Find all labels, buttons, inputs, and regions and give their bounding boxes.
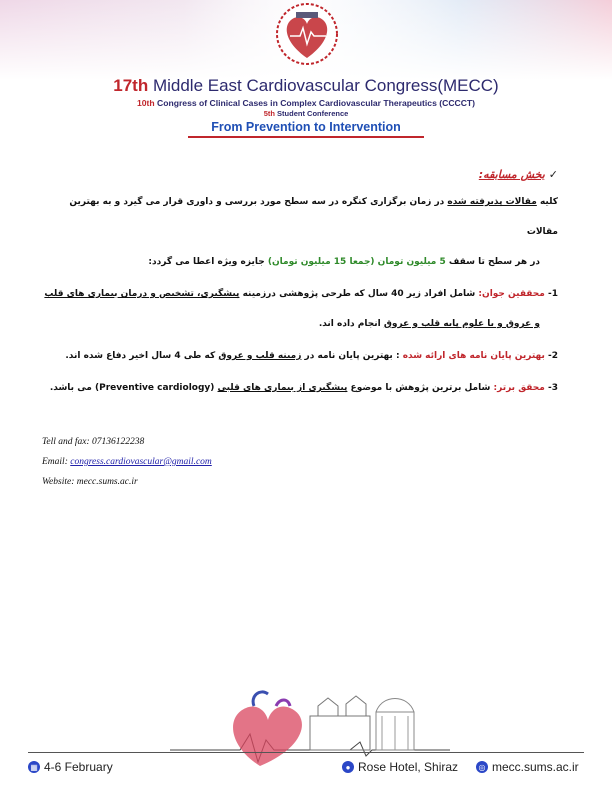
location-pin-icon: ● (342, 761, 354, 773)
footer-date: ▦ 4-6 February (28, 760, 113, 774)
intro-line-2: در هر سطح تا سقف 5 میلیون تومان (جمعا 15 میلیون تومان) جایزه ویژه اعطا می گردد: (148, 257, 540, 267)
intro-line-1: کلیه مقالات پذیرفته شده در زمان برگزاری کنگره در سه سطح مورد بررسی و داوری قرار می گیرد و به بهترین مقالات (69, 197, 558, 237)
section-heading (42, 168, 558, 181)
footer-bar (0, 756, 612, 780)
footer-location: ● Rose Hotel, Shiraz (342, 760, 458, 774)
footer-website[interactable]: ◎ mecc.sums.ac.ir (476, 760, 579, 774)
mecc-heart-logo (270, 0, 344, 72)
congress-subtitle-ccct: 10th Congress of Clinical Cases in Complex Cardiovascular Therapeutics (CCCCT) (136, 98, 476, 108)
globe-icon: ◎ (476, 761, 488, 773)
congress-title: 17th Middle East Cardiovascular Congress(MECC) (113, 76, 499, 95)
calendar-icon: ▦ (28, 761, 40, 773)
list-item: 1- محققین جوان: شامل افراد زیر 40 سال که طرحی پژوهشی درزمینه پیشگیری، تشخیص و درمان بیماری های قلب و عروق و یا علوم پایه قلب و عروق انجام داده اند. (44, 289, 558, 329)
intro-paragraph (42, 187, 558, 277)
email-line: Email: congress.cardiovascular@gmail.com (42, 457, 212, 467)
list-item: 3- محقق برتر: شامل برترین پژوهش با موضوع پیشگیری از بیماری های قلبی (Preventive cardiology) می باشد. (49, 383, 558, 393)
footer-divider (28, 752, 584, 753)
document-body (42, 168, 558, 403)
student-conference-subtitle: 5th Student Conference (263, 109, 349, 118)
congress-header (0, 76, 612, 134)
list-item: 2- بهترین پایان نامه های ارائه شده : بهترین پایان نامه در زمینه قلب و عروق که طی 4 سال اخیر دفاع شده اند. (65, 351, 558, 361)
header-divider (188, 136, 424, 138)
tagline: From Prevention to Intervention (211, 120, 401, 134)
email-link[interactable]: congress.cardiovascular@gmail.com (70, 457, 212, 467)
section-title: بخش مسابقه: (478, 168, 545, 181)
checkmark-icon: ✓ (548, 168, 558, 181)
website-line: Website: mecc.sums.ac.ir (42, 477, 138, 487)
contact-block (42, 432, 212, 492)
tel-fax: Tell and fax: 07136122238 (42, 437, 145, 447)
